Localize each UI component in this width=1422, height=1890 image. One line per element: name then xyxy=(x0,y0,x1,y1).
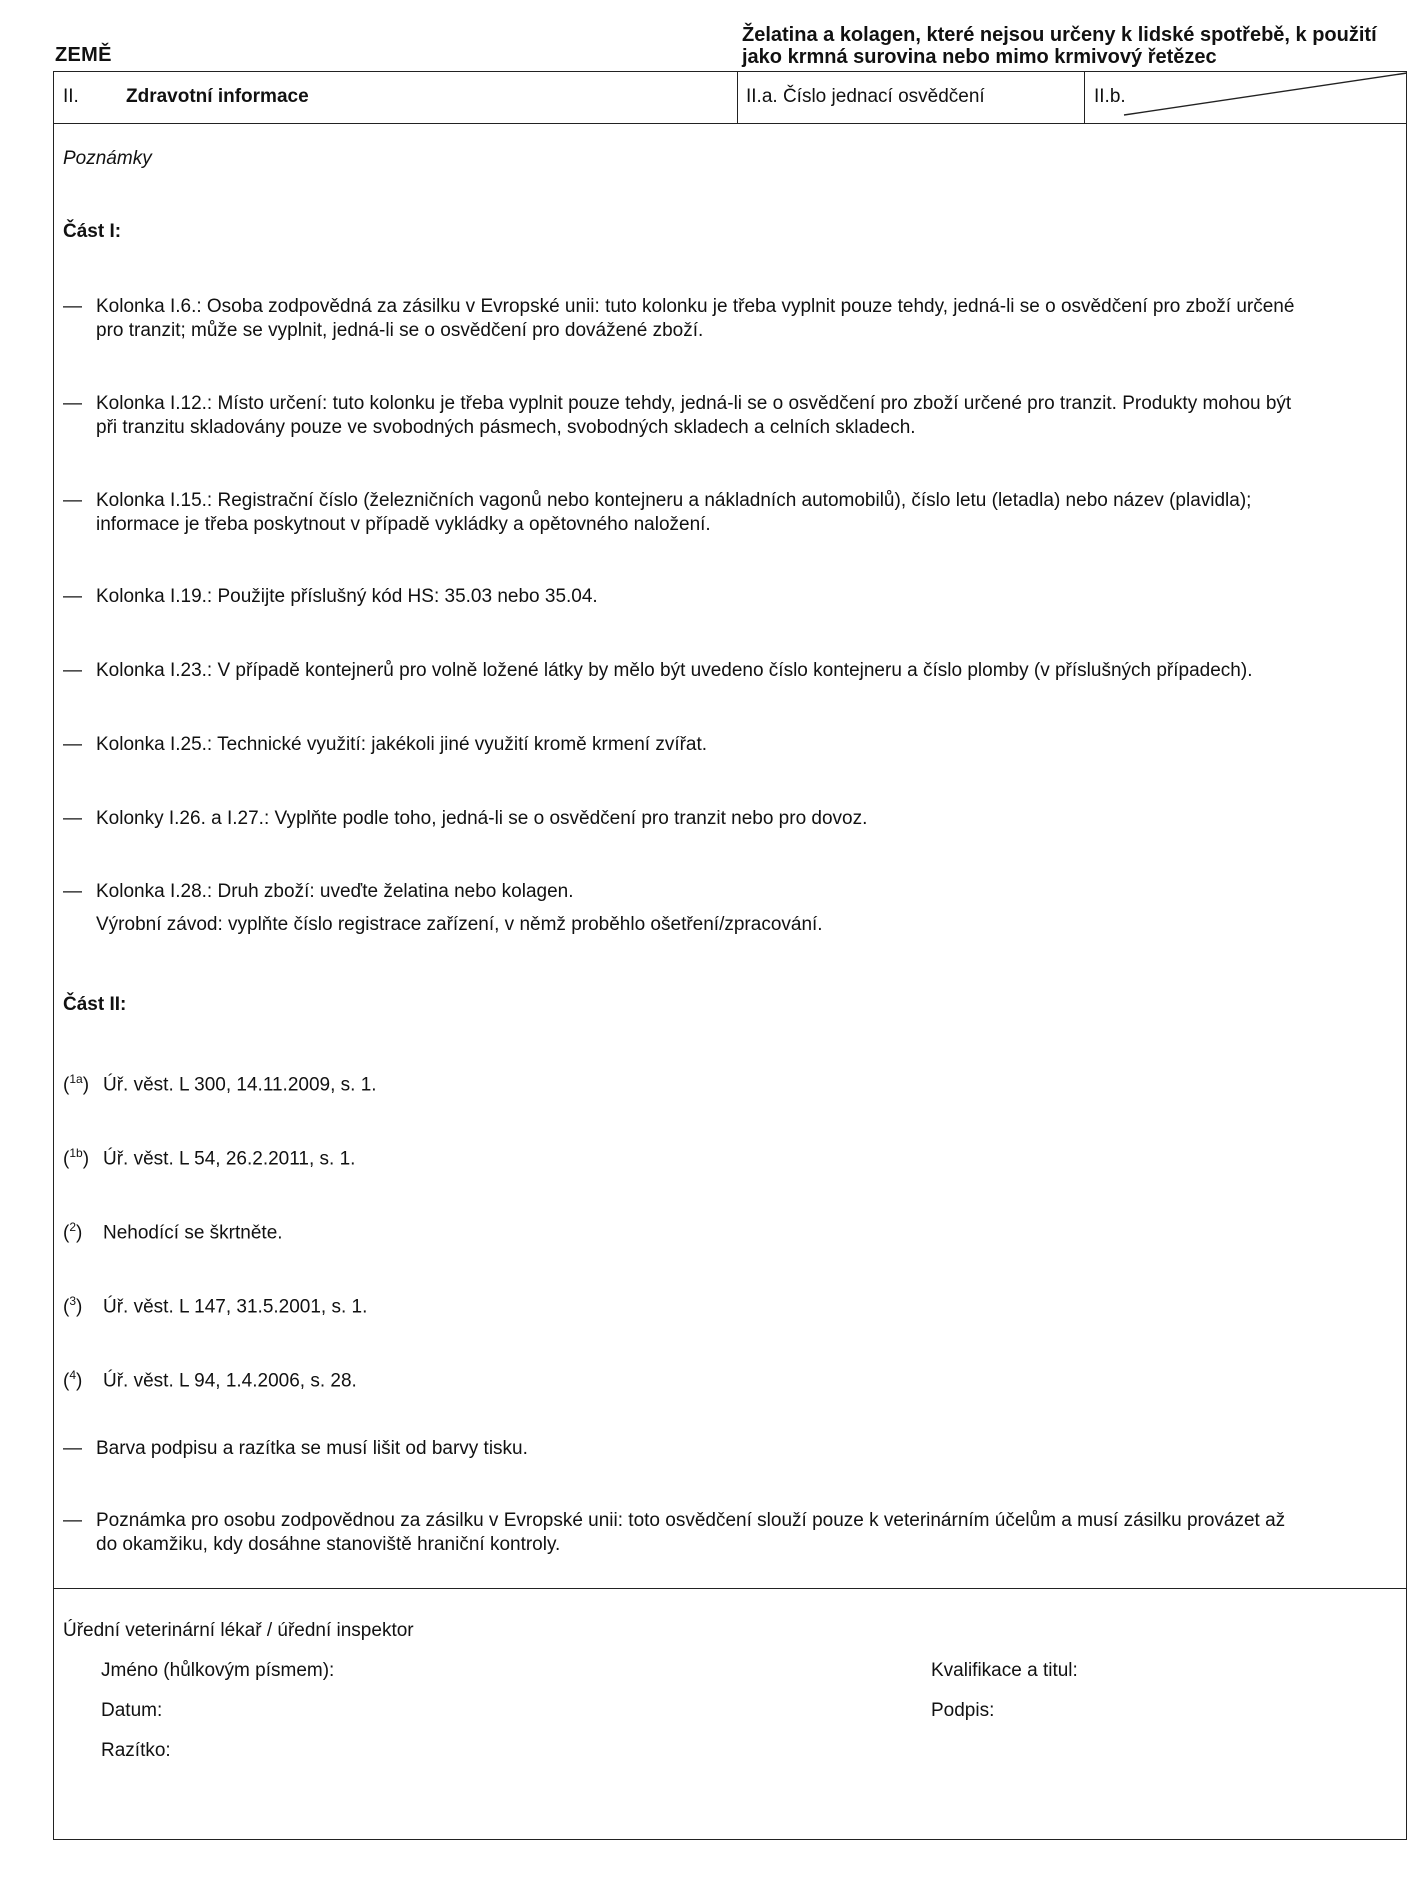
note-line: Barva podpisu a razítka se musí lišit od barvy tisku. xyxy=(96,1438,528,1459)
footnote xyxy=(63,1363,357,1393)
dash-marker: — xyxy=(63,490,82,511)
list-item xyxy=(63,733,1403,757)
dash-marker: — xyxy=(63,808,82,829)
footnote xyxy=(63,1067,377,1097)
signature-section-divider xyxy=(53,1588,1407,1589)
strike-diagonal-line xyxy=(1084,71,1407,124)
footnote-marker: ($^{1a}$) xyxy=(63,1072,90,1096)
note-line: do okamžiku, kdy dosáhne stanoviště hraniční kontroly. xyxy=(96,1534,561,1555)
official-title: Úřední veterinární lékař / úřední inspektor xyxy=(63,1620,414,1641)
footnote-text: Úř. věst. L 147, 31.5.2001, s. 1. xyxy=(103,1296,368,1318)
section-title: Zdravotní informace xyxy=(126,86,309,107)
footnote-text: Úř. věst. L 94, 1.4.2006, s. 28. xyxy=(103,1370,357,1392)
signature-label: Podpis: xyxy=(931,1700,995,1721)
list-item xyxy=(63,659,1403,683)
note-line: Kolonka I.6.: Osoba zodpovědná za zásilku v Evropské unii: tuto kolonku je třeba vyplnit pouze tehdy, jedná-li se o osvědčení pro zboží určené xyxy=(96,296,1295,317)
footnote-marker: ($^4$) xyxy=(63,1368,83,1392)
list-item xyxy=(63,1509,1403,1557)
list-item xyxy=(63,807,1403,831)
footnote-marker: ($^3$) xyxy=(63,1294,83,1318)
list-item xyxy=(63,392,1403,440)
list-item xyxy=(63,1437,1403,1461)
note-subline: Výrobní závod: vyplňte číslo registrace zařízení, v němž proběhlo ošetření/zpracování. xyxy=(96,914,823,935)
certificate-ref-label: II.a. Číslo jednací osvědčení xyxy=(746,86,985,107)
date-label: Datum: xyxy=(101,1700,163,1721)
note-line: Kolonky I.26. a I.27.: Vyplňte podle toho, jedná-li se o osvědčení pro tranzit nebo pro dovoz. xyxy=(96,808,868,829)
note-line: Kolonka I.25.: Technické využití: jakékoli jiné využití kromě krmení zvířat. xyxy=(96,734,708,755)
note-line: Kolonka I.12.: Místo určení: tuto kolonku je třeba vyplnit pouze tehdy, jedná-li se o osvědčení pro zboží určené pro tranzit. Produkty mohou být xyxy=(96,393,1292,414)
dash-marker: — xyxy=(63,393,82,414)
footnote xyxy=(63,1215,283,1245)
note-line: Kolonka I.28.: Druh zboží: uveďte želatina nebo kolagen. xyxy=(96,881,574,902)
certificate-ref-b-label: II.b. xyxy=(1094,86,1126,107)
list-item xyxy=(63,295,1403,343)
note-line: pro tranzit; může se vyplnit, jedná-li se o osvědčení pro dovážené zboží. xyxy=(96,320,704,341)
dash-marker: — xyxy=(63,1438,82,1459)
dash-marker: — xyxy=(63,881,82,902)
footnote-marker: ($^{1b}$) xyxy=(63,1146,90,1170)
certificate-title xyxy=(742,24,1412,68)
dash-marker: — xyxy=(63,296,82,317)
footnote xyxy=(63,1289,367,1319)
part2-heading: Část II: xyxy=(63,994,127,1015)
certificate-title-line2: jako krmná surovina nebo mimo krmivový řetězec xyxy=(742,46,1217,68)
stamp-label: Razítko: xyxy=(101,1740,171,1761)
list-item xyxy=(63,880,1403,937)
footnote-text: Nehodící se škrtněte. xyxy=(103,1222,283,1244)
note-line: informace je třeba poskytnout v případě vykládky a opětovného naložení. xyxy=(96,514,711,535)
dash-marker: — xyxy=(63,660,82,681)
note-line: Poznámka pro osobu zodpovědnou za zásilku v Evropské unii: toto osvědčení slouží pouze k veterinárním účelům a musí zásilku provázet až xyxy=(96,1510,1286,1531)
list-item xyxy=(63,489,1403,537)
notes-heading: Poznámky xyxy=(63,148,152,169)
footnote-marker: ($^2$) xyxy=(63,1220,83,1244)
footnote xyxy=(63,1141,355,1171)
note-line: při tranzitu skladovány pouze ve svobodných pásmech, svobodných skladech a celních skladech. xyxy=(96,417,916,438)
section-number: II. xyxy=(63,86,79,107)
footnote-text: Úř. věst. L 54, 26.2.2011, s. 1. xyxy=(103,1148,356,1170)
note-line: Kolonka I.15.: Registrační číslo (železničních vagonů nebo kontejneru a nákladních automobilů), číslo letu (letadla) nebo název (plavidla); xyxy=(96,490,1252,511)
list-item xyxy=(63,585,1403,609)
part1-heading: Část I: xyxy=(63,221,122,242)
dash-marker: — xyxy=(63,1510,82,1531)
dash-marker: — xyxy=(63,734,82,755)
qualification-label: Kvalifikace a titul: xyxy=(931,1660,1078,1681)
note-line: Kolonka I.19.: Použijte příslušný kód HS: 35.03 nebo 35.04. xyxy=(96,586,598,607)
certificate-title-line1: Želatina a kolagen, které nejsou určeny k lidské spotřebě, k použití xyxy=(742,24,1377,46)
country-label: ZEMĚ xyxy=(55,44,112,66)
footnote-text: Úř. věst. L 300, 14.11.2009, s. 1. xyxy=(103,1074,377,1096)
header-divider-1 xyxy=(737,71,738,124)
note-line: Kolonka I.23.: V případě kontejnerů pro volně ložené látky by mělo být uvedeno číslo kontejneru a číslo plomby (v příslušných případech). xyxy=(96,660,1253,681)
dash-marker: — xyxy=(63,586,82,607)
name-label: Jméno (hůlkovým písmem): xyxy=(101,1660,335,1681)
